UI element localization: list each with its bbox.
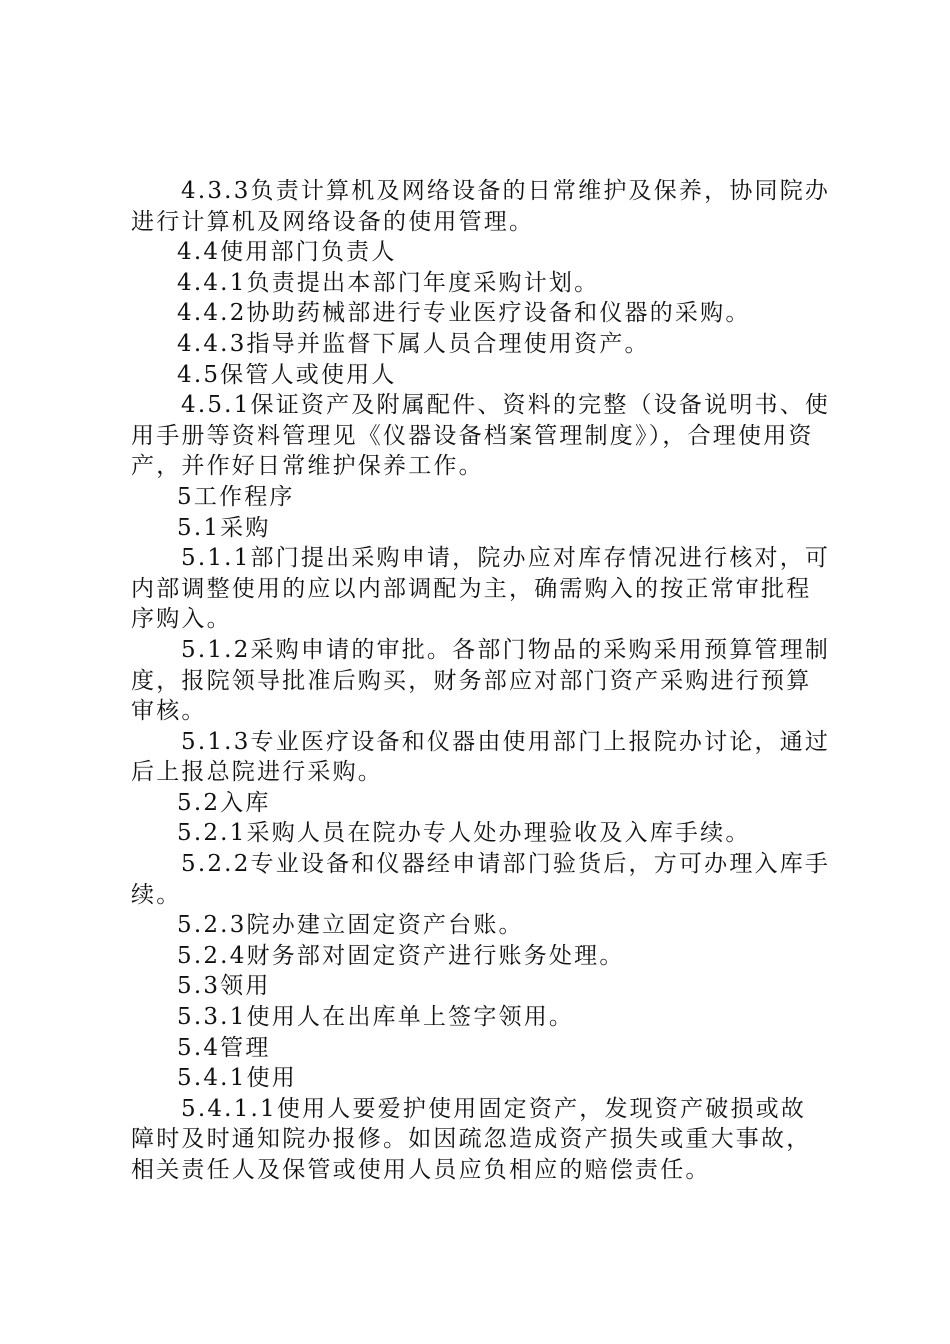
paragraph: 4.4.2协助药械部进行专业医疗设备和仪器的采购。 bbox=[177, 300, 751, 327]
paragraph: 4.4.3指导并监督下属人员合理使用资产。 bbox=[177, 330, 650, 357]
paragraph: 4.5.1保证资产及附属配件、资料的完整（设备说明书、使用手册等资料管理见《仪器设备档案管理制度》），合理使用资产，并作好日常维护保养工作。 bbox=[131, 392, 831, 480]
section-heading: 4.5保管人或使用人 bbox=[177, 361, 397, 388]
paragraph: 5.2.3院办建立固定资产台账。 bbox=[177, 912, 524, 939]
document-body bbox=[131, 176, 831, 1186]
section-heading: 5.2入库 bbox=[177, 789, 271, 816]
section-heading: 5.4管理 bbox=[177, 1034, 271, 1061]
paragraph: 5.2.4财务部对固定资产进行账务处理。 bbox=[177, 942, 625, 969]
paragraph: 5.1.2采购申请的审批。各部门物品的采购采用预算管理制度，报院领导批准后购买，财务部应对部门资产采购进行预算审核。 bbox=[131, 636, 831, 725]
paragraph: 5.2.2专业设备和仪器经申请部门验货后，方可办理入库手续。 bbox=[131, 851, 831, 908]
paragraph: 5.4.1.1使用人要爱护使用固定资产，发现资产破损或故障时及时通知院办报修。如因疏忽造成资产损失或重大事故，相关责任人及保管或使用人员应负相应的赔偿责任。 bbox=[131, 1095, 812, 1183]
paragraph: 4.4.1负责提出本部门年度采购计划。 bbox=[177, 269, 600, 296]
paragraph: 4.3.3负责计算机及网络设备的日常维护及保养，协同院办进行计算机及网络设备的使用管理。 bbox=[131, 178, 831, 235]
section-heading: 5.4.1使用 bbox=[177, 1065, 297, 1092]
section-heading: 5工作程序 bbox=[177, 483, 295, 510]
section-heading: 5.1采购 bbox=[177, 514, 271, 541]
section-heading: 5.3领用 bbox=[177, 973, 271, 1000]
paragraph: 5.1.3专业医疗设备和仪器由使用部门上报院办讨论，通过后上报总院进行采购。 bbox=[131, 728, 831, 786]
section-heading: 4.4使用部门负责人 bbox=[177, 239, 397, 266]
paragraph: 5.3.1使用人在出库单上签字领用。 bbox=[177, 1004, 575, 1031]
paragraph: 5.1.1部门提出采购申请，院办应对库存情况进行核对，可内部调整使用的应以内部调配为主，确需购入的按正常审批程序购入。 bbox=[131, 545, 831, 633]
paragraph: 5.2.1采购人员在院办专人处办理验收及入库手续。 bbox=[177, 820, 751, 847]
